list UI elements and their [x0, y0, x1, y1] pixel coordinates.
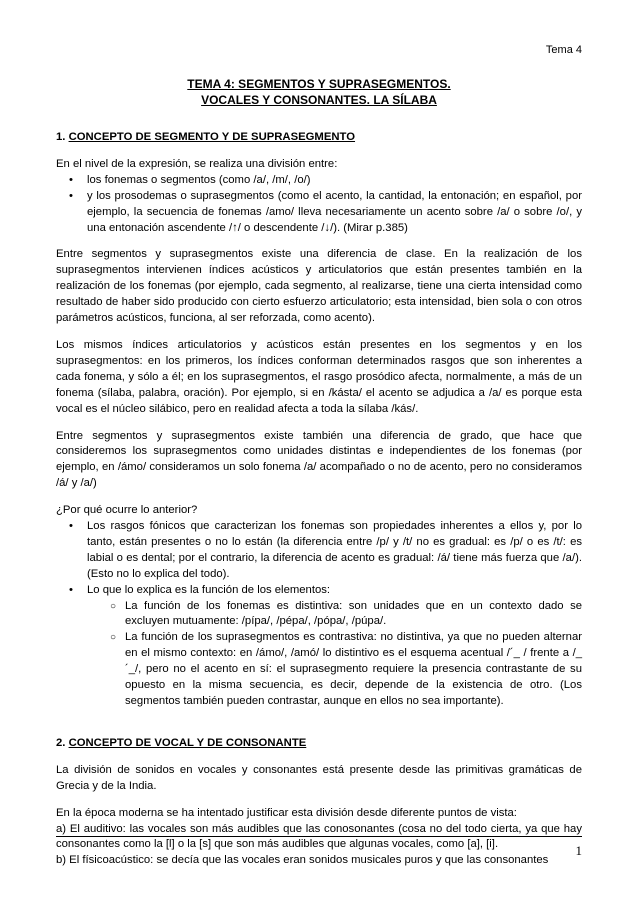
list-item — [56, 173, 582, 189]
list-item — [56, 519, 582, 583]
section-2-number: 2. — [56, 736, 69, 749]
list-item — [56, 189, 582, 237]
sub-bullet-list — [56, 599, 582, 710]
circle-bullet-icon: ○ — [110, 600, 117, 612]
title-line-1: TEMA 4: SEGMENTOS Y SUPRASEGMENTOS. — [187, 77, 451, 91]
section-1-intro: En el nivel de la expresión, se realiza una división entre: — [56, 157, 338, 170]
footer-divider — [56, 836, 582, 837]
bullet-icon: • — [69, 189, 73, 202]
header-label: Tema 4 — [545, 44, 582, 56]
list-item — [56, 583, 582, 599]
sub-list-item-text: La función de los fonemas es distintiva: son unidades que en un contexto dado se excluyen mutuamente: /pípa/, /pépa/, /pópa/, /púpa/. — [125, 599, 582, 628]
list-item-text: y los prosodemas o suprasegmentos (como el acento, la cantidad, la entonación; en español, por ejemplo, la secuencia de fonemas /amo/ lleva necesariamente un acento sobre /a/ o sobre /o/, y una entonación ascendente /↑/ o descendente /↓/). (Mirar p.385) — [87, 189, 582, 234]
document-title — [56, 76, 582, 108]
list-item-text: los fonemas o segmentos (como /a/, /m/, /o/) — [87, 173, 311, 186]
section-2-heading — [56, 736, 582, 752]
question-bullet-list — [56, 519, 582, 599]
section-1-number: 1. — [56, 131, 69, 143]
document-body — [56, 130, 582, 869]
section-1-paragraph-2: Los mismos índices articulatorios y acústicos están presentes en los segmentos y en los suprasegmentos: en los primeros, los índices conforman determinados rasgos que son inherentes a cada fonema, y sólo a él; en los suprasegmentos, el rasgo prosódico afecta, normalmente, a más de un fonema (sílaba, palabra, oración). Por ejemplo, si en /kásta/ el acento se adjudica a /a/ es porque esta vocal es el núcleo silábico, pero en realidad afecta a toda la sílaba /kás/. — [56, 338, 582, 415]
section-1-title: CONCEPTO DE SEGMENTO Y DE SUPRASEGMENTO — [68, 131, 356, 143]
list-item-text: Los rasgos fónicos que caracterizan los fonemas son propiedades inherentes a ellos y, por lo tanto, están presentes o no lo están (la diferencia entre /p/ y /t/ no es gradual: es /p/ o es /t/: es labial o es dental; por el contrario, la diferencia de acento es gradual: /á/ tiene más fuerza que /a/). (Esto no lo explica del todo). — [87, 520, 582, 580]
section-2-paragraph-2: En la época moderna se ha intentado justificar esta división desde diferente puntos de vista: — [56, 806, 517, 819]
sub-list-item — [56, 599, 582, 631]
page-number: 1 — [575, 843, 582, 858]
sub-list-item — [56, 630, 582, 710]
list-item-text: Lo que lo explica es la función de los elementos: — [87, 583, 331, 596]
bullet-icon: • — [69, 173, 73, 186]
sub-list-item-text: La función de los suprasegmentos es contrastiva: no distintiva, ya que no pueden alternar en el mismo contexto: en /ámo/, /amó/ lo distintivo es el esquema acentual /´_ / frente a /_´_/, pero no el acento en sí: el suprasegmento requiere la presencia contrastante de su opuesto en la misma secuencia, es decir, depende de la existencia de otro. (Los segmentos también pueden contrastar, aunque en ellos no sea importante). — [125, 631, 582, 707]
bullet-icon: • — [69, 520, 73, 533]
section-2-paragraph-1: La división de sonidos en vocales y consonantes está presente desde las primitivas gramáticas de Grecia y de la India. — [56, 763, 582, 792]
section-1-question: ¿Por qué ocurre lo anterior? — [56, 504, 198, 517]
bullet-icon: • — [69, 583, 73, 596]
section-1-paragraph-1: Entre segmentos y suprasegmentos existe una diferencia de clase. En la realización de los suprasegmentos intervienen índices acústicos y articulatorios que están presentes también en la realización de los fonemas (por ejemplo, cada segmento, al realizarse, tiene una cierta intensidad como resultado de haber sido producido con cierto esfuerzo articulatorio; esta intensidad, bien sola o con otros parámetros acústicos, funciona, al ser reforzada, como acento). — [56, 248, 582, 325]
section-1-bullet-list — [56, 173, 582, 237]
section-1-paragraph-3: Entre segmentos y suprasegmentos existe también una diferencia de grado, que hace que consideremos los suprasegmentos como unidades distintas e independientes de los fonemas (por ejemplo, en /ámo/ consideramos un solo fonema /a/ acompañado o no de acento, pero no consideramos /á/ y /a/) — [56, 429, 582, 490]
section-2-point-a: a) El auditivo: las vocales son más audibles que las conosonantes (cosa no del todo cierta, ya que hay consonantes como la [l] o la [s] que son más audibles que algunas vocales, como [a], [i]. — [56, 822, 582, 851]
section-1-heading — [56, 130, 582, 146]
section-2-title: CONCEPTO DE VOCAL Y DE CONSONANTE — [68, 736, 307, 749]
title-line-2: VOCALES Y CONSONANTES. LA SÍLABA — [201, 93, 437, 107]
section-2-point-b: b) El físicoacústico: se decía que las vocales eran sonidos musicales puros y que las consonantes — [56, 854, 549, 867]
circle-bullet-icon: ○ — [110, 632, 117, 644]
